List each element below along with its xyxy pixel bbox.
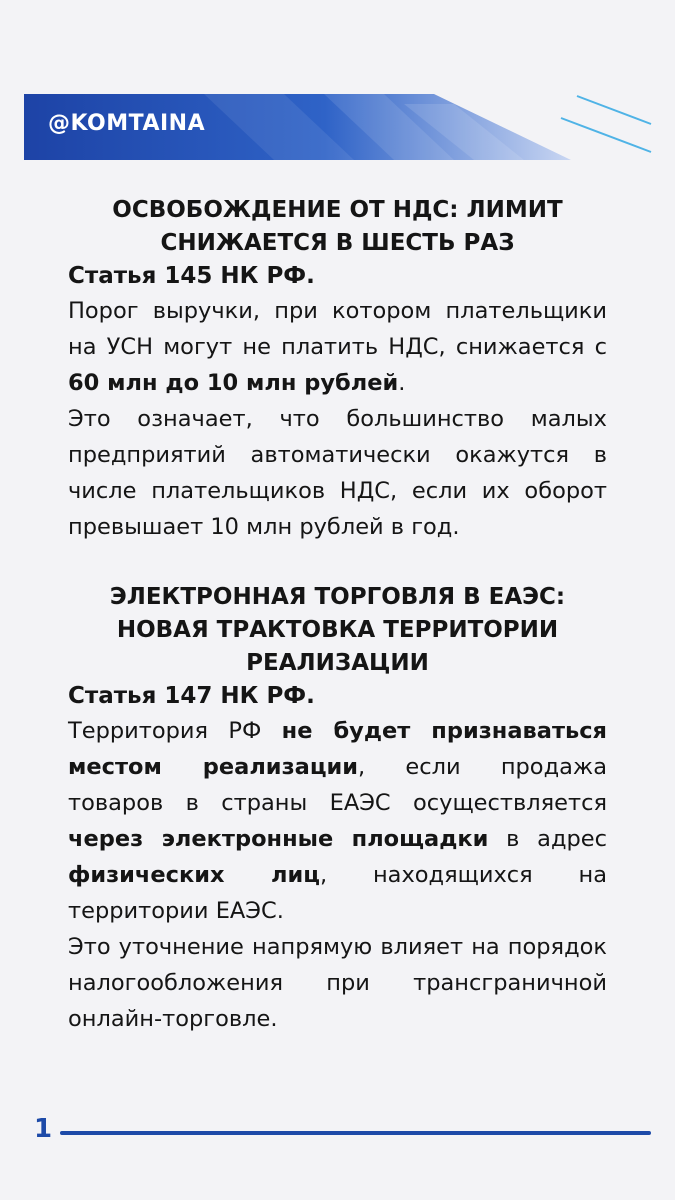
paragraph: Это означает, что большинство малых предприятий автоматически окажутся в числе плательщиков НДС, если их оборот превышает 10 млн рублей в год. bbox=[68, 406, 607, 540]
main-content bbox=[68, 194, 607, 1037]
heading-line: ЭЛЕКТРОННАЯ ТОРГОВЛЯ В ЕАЭС: bbox=[109, 584, 566, 610]
paragraph bbox=[68, 713, 607, 929]
page-number: 1 bbox=[34, 1114, 53, 1144]
emphasis-text: физических лиц bbox=[68, 862, 320, 888]
paragraph: Это уточнение напрямую влияет на порядок налогообложения при трансграничной онлайн-торговле. bbox=[68, 934, 607, 1032]
section-heading bbox=[68, 194, 607, 260]
section-spacer bbox=[68, 545, 607, 581]
account-handle: @KOMTAINA bbox=[48, 111, 206, 136]
text-run: , если продажа товаров в страны ЕАЭС осуществляется bbox=[68, 754, 607, 816]
emphasis-text: через электронные площадки bbox=[68, 826, 489, 852]
text-run: Порог выручки, при котором плательщики на УСН могут не платить НДС, снижается с bbox=[68, 298, 607, 360]
article-reference: Статья 147 НК РФ. bbox=[68, 683, 315, 709]
section-eaeu-ecommerce bbox=[68, 581, 607, 1037]
text-run: Территория РФ bbox=[68, 718, 282, 744]
article-reference: Статья 145 НК РФ. bbox=[68, 263, 315, 289]
emphasis-text: 60 млн до 10 млн рублей bbox=[68, 370, 399, 396]
decorative-lines bbox=[555, 90, 655, 170]
text-run: , находящихся на территории ЕАЭС. bbox=[68, 862, 607, 924]
heading-line: НОВАЯ ТРАКТОВКА ТЕРРИТОРИИ bbox=[116, 617, 559, 643]
section-vat-exemption bbox=[68, 194, 607, 545]
heading-line: СНИЖАЕТСЯ В ШЕСТЬ РАЗ bbox=[160, 230, 515, 256]
emphasis-text: не будет признаваться местом реализации bbox=[68, 718, 607, 780]
text-run: . bbox=[398, 370, 406, 396]
section-heading bbox=[68, 581, 607, 680]
text-run: в адрес bbox=[488, 826, 607, 852]
paragraph bbox=[68, 293, 607, 401]
heading-line: РЕАЛИЗАЦИИ bbox=[246, 650, 429, 676]
heading-line: ОСВОБОЖДЕНИЕ ОТ НДС: ЛИМИТ bbox=[112, 197, 563, 223]
footer-divider bbox=[60, 1131, 651, 1135]
